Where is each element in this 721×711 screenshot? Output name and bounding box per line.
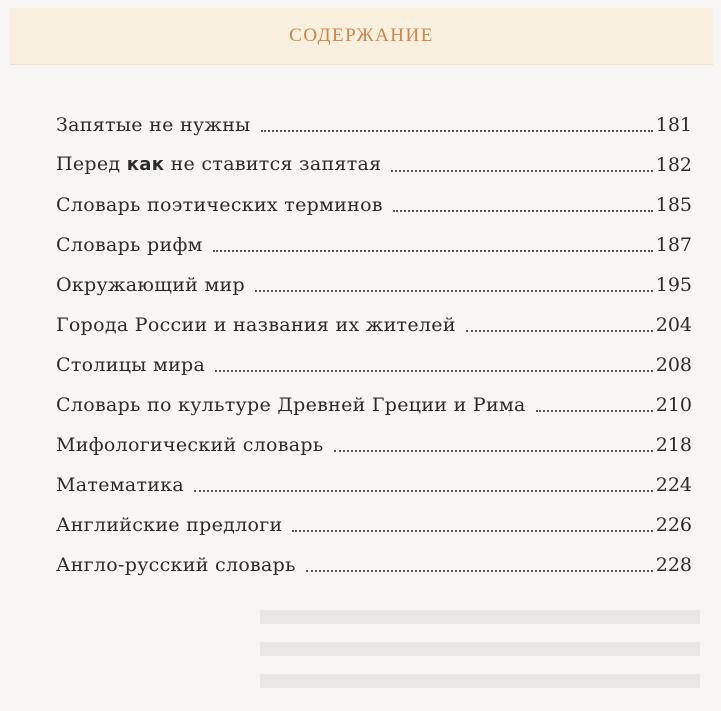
dot-leader xyxy=(536,410,653,412)
toc-page-number: 181 xyxy=(655,114,692,136)
toc-page-number: 218 xyxy=(655,434,692,456)
dot-leader xyxy=(393,210,653,212)
dot-leader xyxy=(391,170,652,172)
header-band xyxy=(10,8,713,65)
dot-leader xyxy=(194,490,653,492)
toc-page-number: 228 xyxy=(655,554,692,576)
toc-entry-title xyxy=(56,149,391,180)
dot-leader xyxy=(261,130,653,132)
toc-entry-title: Словарь поэтических терминов xyxy=(56,194,383,216)
toc-page-number: 195 xyxy=(655,274,692,296)
toc-entry xyxy=(56,230,692,260)
toc-page-number: 210 xyxy=(655,394,692,416)
toc-entry-title: Словарь по культуре Древней Греции и Рима xyxy=(56,394,526,416)
toc-entry-title: Столицы мира xyxy=(56,354,206,376)
toc-entry-title: Мифологический словарь xyxy=(56,434,324,456)
toc-entry-title: Словарь рифм xyxy=(56,234,203,256)
dot-leader xyxy=(306,570,653,572)
toc-entry xyxy=(56,430,692,460)
dot-leader xyxy=(213,250,653,252)
toc-entry-title: Окружающий мир xyxy=(56,274,245,296)
toc-page-number: 204 xyxy=(655,314,692,336)
toc-entry-title: Запятые не нужны xyxy=(56,114,251,136)
toc-entry xyxy=(56,470,692,500)
toc-entry xyxy=(56,510,692,540)
dot-leader xyxy=(255,290,653,292)
toc-entry xyxy=(56,110,692,140)
page-title: СОДЕРЖАНИЕ xyxy=(289,25,434,46)
dot-leader xyxy=(466,330,653,332)
toc-entry xyxy=(56,310,692,340)
toc-entry xyxy=(56,390,692,420)
toc-page-number: 226 xyxy=(655,514,692,536)
toc-page-number: 187 xyxy=(655,234,692,256)
toc-page-number: 182 xyxy=(655,154,692,176)
toc-entry xyxy=(56,150,692,180)
toc-page-number: 185 xyxy=(655,194,692,216)
toc-entry-title: Математика xyxy=(56,474,185,496)
toc-entry-title-bold: как xyxy=(126,154,165,175)
toc-page-number: 224 xyxy=(655,474,692,496)
toc-entry xyxy=(56,350,692,380)
toc-entry xyxy=(56,190,692,220)
show-through-text xyxy=(260,610,700,700)
dot-leader xyxy=(334,450,653,452)
toc-entry-title: Города России и названия их жителей xyxy=(56,314,456,336)
dot-leader xyxy=(215,370,653,372)
toc-entry xyxy=(56,550,692,580)
toc-entry-title-part: не ставится запятая xyxy=(164,153,382,175)
dot-leader xyxy=(292,530,652,532)
toc-entry xyxy=(56,270,692,300)
toc-entry-title-part: Перед xyxy=(56,153,127,175)
toc-page-number: 208 xyxy=(655,354,692,376)
toc-entry-title: Английские предлоги xyxy=(56,514,283,536)
toc-entry-title: Англо-русский словарь xyxy=(56,554,296,576)
